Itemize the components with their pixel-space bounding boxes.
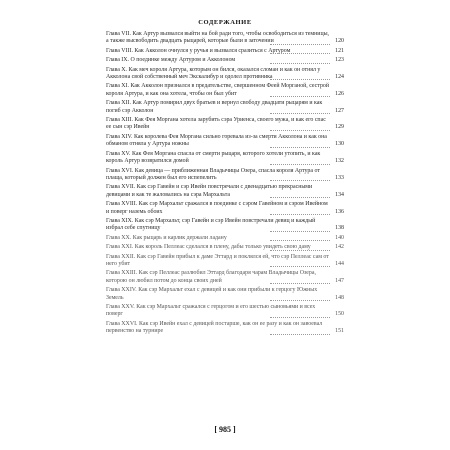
toc-entry-title: Глава XXV. Как сэр Мархальт сражался с герцогом и его шестью сыновьями и всех поверг (106, 304, 316, 318)
toc-entry-page: 127 (335, 107, 344, 114)
toc-entry-page: 126 (335, 90, 344, 97)
toc-entry-title: Глава XIV. Как королева Фея Моргана сильно горевала из-за смерти Акколона и как она обманом отняла у Артура ножны (106, 133, 327, 148)
toc-entry-page: 148 (335, 294, 344, 301)
table-of-contents (106, 31, 344, 338)
toc-entry-page: 123 (335, 57, 344, 64)
page-title: СОДЕРЖАНИЕ (198, 19, 252, 26)
toc-entry-title: Глава XVI. Как девица — приближенная Владычицы Озера, спасла короля Артура от плаща, который должен был его испепелить (106, 167, 320, 181)
dot-leader (270, 283, 330, 284)
toc-entry (106, 218, 344, 233)
toc-entry-page: 142 (335, 244, 344, 251)
dot-leader (270, 250, 330, 251)
toc-entry-page: 120 (335, 38, 344, 45)
toc-entry-title: Глава XII. Как Артур помирил двух братьев и вернул свободу двадцати рыцарям и как погиб сэр Акколон (106, 100, 323, 114)
toc-entry (106, 254, 344, 269)
toc-entry (106, 270, 344, 285)
toc-entry (106, 244, 344, 251)
dot-leader (270, 266, 330, 267)
toc-entry-page: 147 (335, 277, 344, 284)
toc-entry-page: 130 (335, 141, 344, 148)
dot-leader (270, 147, 330, 148)
toc-entry (106, 31, 344, 46)
toc-entry (106, 151, 344, 166)
toc-entry-page: 136 (335, 208, 344, 215)
toc-entry-page: 151 (335, 328, 344, 335)
toc-entry-title: Глава VIII. Как Акколон очнулся у ручья и вызвался сразиться с Артуром (106, 47, 291, 54)
toc-entry (106, 83, 344, 98)
toc-entry-title: Глава XXI. Как король Пеллеас сделался в плену, дабы только увидеть свою даму (106, 244, 311, 251)
dot-leader (270, 79, 330, 80)
toc-entry (106, 100, 344, 115)
toc-entry (106, 304, 344, 319)
toc-entry (106, 184, 344, 199)
toc-entry-title: Глава XXII. Как сэр Гавейн прибыл к даме Эттард и поклялся ей, что сэр Пеллеас сам от него убит (106, 253, 329, 267)
dot-leader (270, 334, 330, 335)
toc-entry-title: Глава XVII. Как сэр Гавейн и сэр Ивейн повстречали с двенадцатью прекрасными девицами и как те жаловались на сэра Мархальта (106, 184, 313, 198)
dot-leader (270, 164, 330, 165)
dot-leader (270, 300, 330, 301)
toc-entry-title: Глава XX. Как рыцарь и карлик держали ладану (106, 234, 227, 241)
toc-entry-title: Глава XVIII. Как сэр Мархальт сражался в поединке с сэром Гавейном и сэром Ивейном и поверг наземь обоих (106, 201, 328, 215)
toc-entry-title: Глава XIII. Как Фея Моргана хотела зарубить сэра Уриенса, своего мужа, и как его спас ее сын сэр Ивейн (106, 117, 326, 131)
toc-entry (106, 321, 344, 336)
toc-entry-title: Глава XV. Как Фея Моргана спасла от смерти рыцаря, которого хотели утопить, и как король Артур возвратился домой (106, 150, 321, 165)
toc-entry-page: 138 (335, 225, 344, 232)
dot-leader (270, 214, 330, 215)
dot-leader (270, 231, 330, 232)
toc-entry-page: 150 (335, 311, 344, 318)
toc-entry-page: 133 (335, 174, 344, 181)
toc-entry (106, 67, 344, 82)
dot-leader (270, 113, 330, 114)
toc-entry-title: Глава XXIII. Как сэр Пеллеас разлюбил Эттард благодаря чарам Владычицы Озера, которою он любил потом до конца своих дней (106, 270, 316, 284)
toc-entry-title: Глава XI. Как Акколон признался в предательстве, свершенном Феей Морганой, сестрой короля Артура, и как она хотела, чтобы он был убит (106, 83, 329, 97)
toc-entry-title: Глава X. Как меч короля Артура, которым он бился, оказался сломан и как он отнял у Акколона свой собственный меч Экскалибур и одолел противника (106, 66, 321, 81)
toc-entry-title: Глава XXVI. Как сэр Ивейн ехал с девицей постарше, как он ее разу и как он завоевал первенство на турнире (106, 320, 323, 335)
toc-entry (106, 134, 344, 149)
dot-leader (270, 317, 330, 318)
toc-entry-title: Глава XIX. Как сэр Мархальт, сэр Гавейн и сэр Ивейн повстречали девиц и каждый избрал себе спутницу (106, 217, 316, 232)
toc-entry (106, 117, 344, 132)
toc-entry (106, 168, 344, 183)
dot-leader (270, 96, 330, 97)
dot-leader (270, 130, 330, 131)
toc-entry (106, 287, 344, 302)
toc-entry-page: 121 (335, 47, 344, 54)
toc-entry-title: Глава XXIV. Как сэр Мархальт ехал с девицей и как они прибыли к герцогу Южных Земель (106, 287, 318, 301)
dot-leader (270, 63, 330, 64)
toc-entry-page: 132 (335, 158, 344, 165)
toc-entry-title: Глава VII. Как Артур вызвался выйти на бой ради того, чтобы освободиться из темницы, а также высвободить двадцать рыцарей, которые были в заточении (106, 31, 330, 45)
toc-entry-page: 124 (335, 74, 344, 81)
toc-entry-page: 134 (335, 191, 344, 198)
dot-leader (270, 44, 330, 45)
page-number-footer: [ 985 ] (214, 425, 236, 434)
dot-leader (270, 53, 330, 54)
dot-leader (270, 180, 330, 181)
toc-entry (106, 57, 344, 64)
toc-entry (106, 48, 344, 55)
toc-entry-title: Глава IX. О поединке между Артуром и Акколоном (106, 57, 236, 64)
toc-entry-page: 144 (335, 260, 344, 267)
dot-leader (270, 240, 330, 241)
toc-entry-page: 129 (335, 124, 344, 131)
toc-entry-page: 140 (335, 234, 344, 241)
toc-entry (106, 235, 344, 242)
toc-entry (106, 201, 344, 216)
dot-leader (270, 197, 330, 198)
